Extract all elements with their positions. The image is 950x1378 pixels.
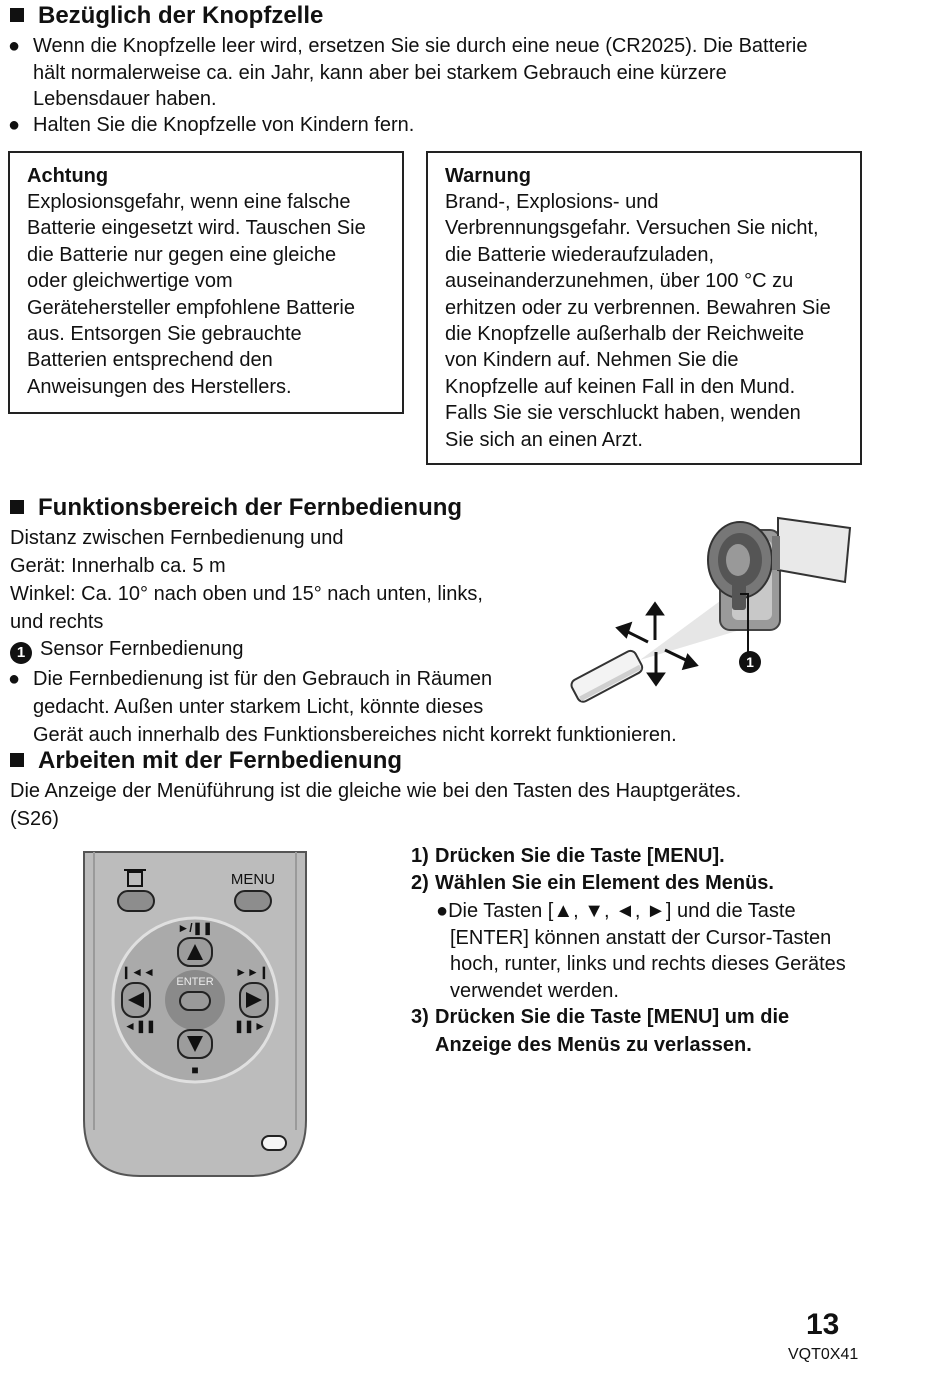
play-pause-icon: ►/❚❚: [177, 921, 213, 935]
bullet-dot-icon: ●: [8, 35, 21, 57]
achtung-box: [8, 151, 404, 414]
callout-number-icon: 1: [10, 642, 32, 664]
skip-forward-icon: ►►❙: [235, 965, 269, 979]
bullet-dot-icon: ●: [8, 668, 21, 690]
remote-control-small-icon: [569, 649, 644, 704]
slow-back-icon: ◄❚❚: [124, 1019, 156, 1033]
warnung-box: [426, 151, 862, 465]
page-number: 13: [806, 1308, 840, 1341]
bullet-item: ● Die Fernbedienung ist für den Gebrauch in Räumen gedacht. Außen unter starkem Licht, könnte dieses Gerät auch innerhalb des Funktionsbereiches nicht korrekt funktionieren.: [33, 665, 933, 749]
square-bullet-icon: [10, 8, 24, 22]
achtung-body: Explosionsgefahr, wenn eine falsche Batterie eingesetzt wird. Tauschen Sie die Batterie nur gegen eine gleiche oder gleichwertige vom Gerätehersteller empfohlene Batterie aus. Entsorgen Sie gebrauchte Batterien entsprechend den Anweisungen des Herstellers.: [27, 191, 366, 398]
achtung-title: Achtung: [27, 165, 109, 187]
bullet-item: ● Halten Sie die Knopfzelle von Kindern fern.: [33, 112, 933, 139]
square-bullet-icon: [10, 753, 24, 767]
stop-icon: ■: [191, 1063, 199, 1077]
figure-callout-number: 1: [746, 654, 754, 670]
skip-back-icon: ❙◄◄: [121, 965, 155, 979]
enter-button: [180, 992, 210, 1010]
range-description: Distanz zwischen Fernbedienung und Gerät: Innerhalb ca. 5 m Winkel: Ca. 10° nach oben und 15° nach unten, links, und rechts: [10, 527, 483, 633]
square-bullet-icon: [10, 500, 24, 514]
bullet-item: ● Wenn die Knopfzelle leer wird, ersetzen Sie sie durch eine neue (CR2025). Die Batterie hält normalerweise ca. ein Jahr, kann aber bei starkem Gebrauch eine kürzere Lebensdauer haben.: [8, 35, 808, 110]
slow-forward-icon: ❚❚►: [234, 1019, 266, 1033]
section-heading-funktionsbereich: Funktionsbereich der Fernbedienung: [10, 494, 462, 522]
camcorder-icon: [708, 518, 850, 630]
sensor-label-row: 1 Sensor Fernbedienung: [10, 636, 243, 664]
document-code: VQT0X41: [788, 1346, 859, 1363]
step-2-note: ●Die Tasten [▲, ▼, ◄, ►] und die Taste [ENTER] können anstatt der Cursor-Tasten hoch, runter, links und rechts dieses Gerätes verwendet werden.: [436, 900, 846, 1002]
menu-description: Die Anzeige der Menüführung ist die gleiche wie bei den Tasten des Hauptgerätes. (S26): [10, 780, 742, 830]
menu-button: [235, 891, 271, 911]
section-heading-knopfzelle: Bezüglich der Knopfzelle: [10, 2, 323, 30]
section-heading-arbeiten: Arbeiten mit der Fernbedienung: [10, 747, 402, 775]
menu-label: MENU: [230, 871, 276, 888]
remote-control-figure: [80, 850, 312, 1180]
enter-label: ENTER: [176, 976, 214, 988]
bullet-dot-icon: ●: [8, 114, 21, 136]
camcorder-range-figure: [560, 500, 860, 710]
delete-button: [118, 891, 154, 911]
warnung-title: Warnung: [445, 165, 531, 187]
warnung-body: Brand-, Explosions- und Verbrennungsgefahr. Versuchen Sie nicht, die Batterie wiederaufzuladen, auseinanderzunehmen, über 100 °C zu erhitzen oder zu verbrennen. Bewahren Sie die Knopfzelle außerhalb der Reichweite von Kindern auf. Nehmen Sie die Knopfzelle auf keinen Fall in den Mund. Falls Sie sie verschluckt haben, wenden Sie sich an einen Arzt.: [445, 191, 831, 451]
transmitter-led: [262, 1136, 286, 1150]
